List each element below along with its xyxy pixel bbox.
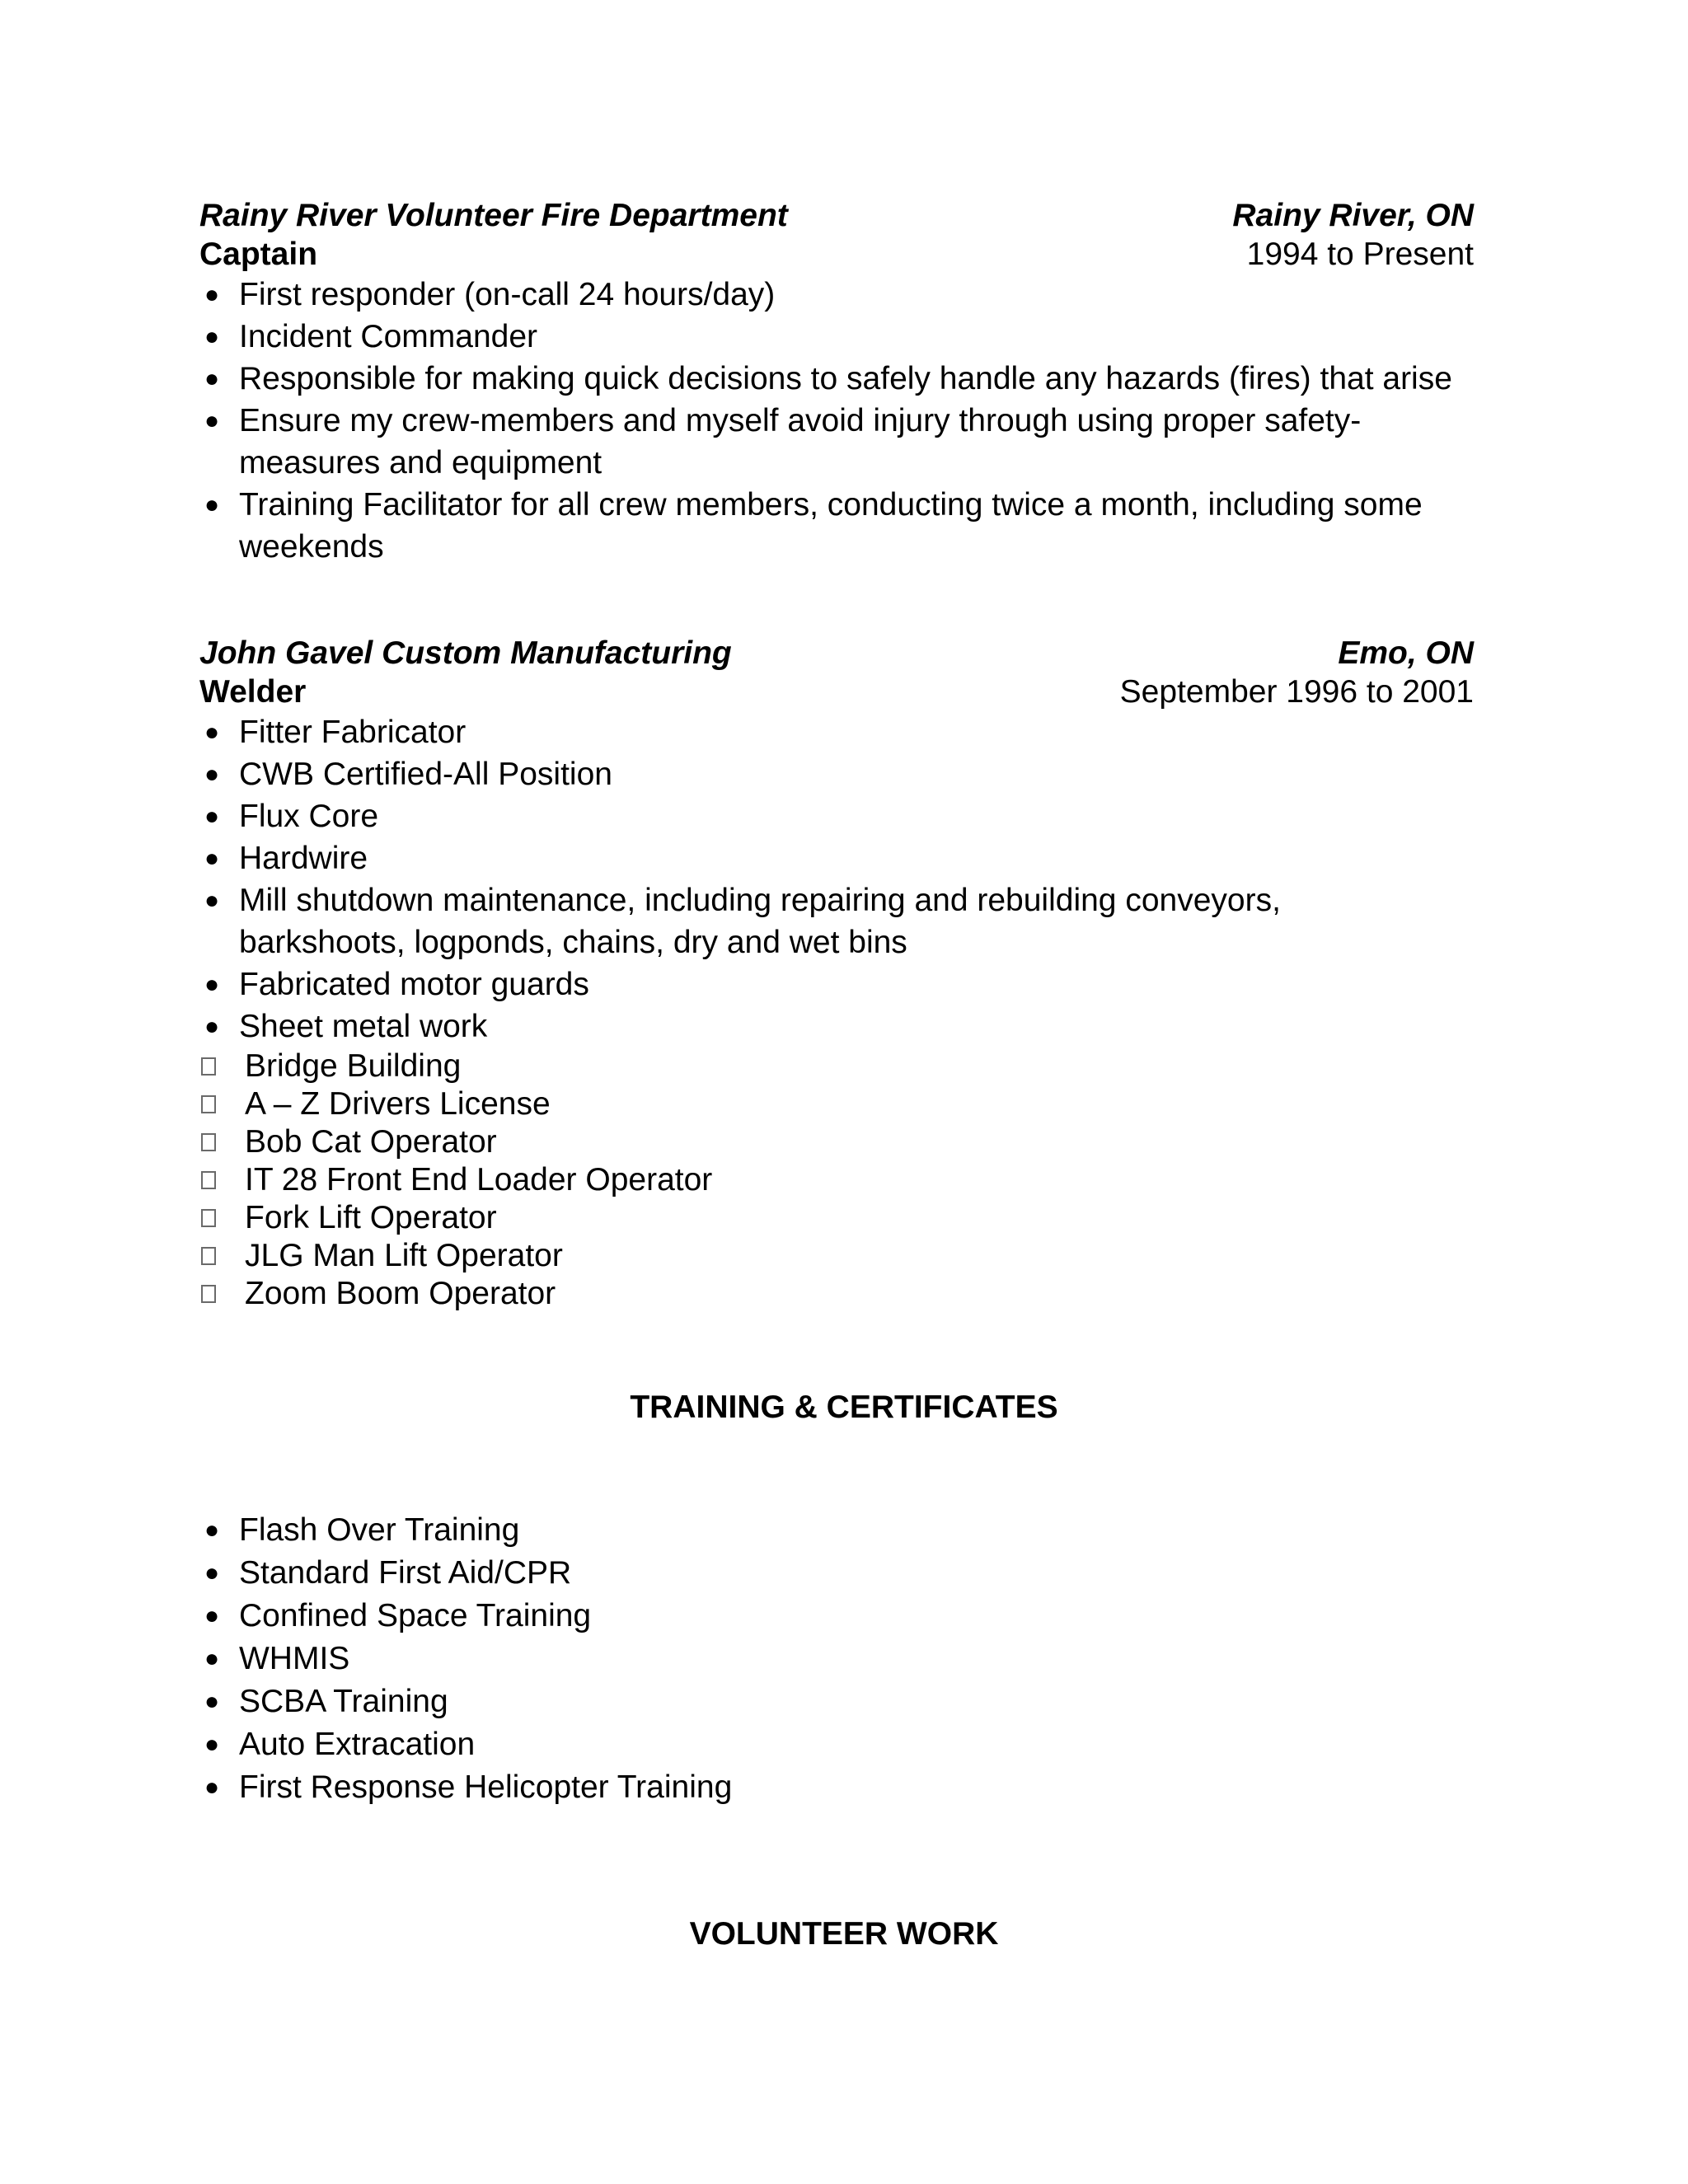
list-item (199, 358, 1474, 400)
list-item-text: WHMIS (239, 1641, 350, 1676)
list-item (199, 1161, 1474, 1199)
employer-name: John Gavel Custom Manufacturing (199, 635, 732, 671)
list-item-text: Incident Commander (239, 319, 538, 354)
list-item (199, 1680, 1474, 1723)
section-heading-volunteer: VOLUNTEER WORK (689, 1916, 999, 1952)
bullet-icon: ● (204, 491, 220, 518)
list-item (199, 795, 1474, 837)
job-header-row (199, 196, 1474, 235)
bullet-icon: ● (204, 1602, 220, 1629)
checkbox-glyph-icon (201, 1209, 216, 1227)
list-item (199, 484, 1492, 568)
section-heading-training: TRAINING & CERTIFICATES (630, 1390, 1058, 1425)
list-item-text: Mill shutdown maintenance, including repairing and rebuilding conveyors, barkshoots, logponds, chains, dry and wet bins (239, 883, 1281, 960)
bullet-icon: ● (204, 1559, 220, 1586)
list-item (199, 753, 1474, 795)
list-item-text: Fabricated motor guards (239, 967, 589, 1002)
list-item-text: Auto Extracation (239, 1727, 476, 1762)
bullet-icon: ● (204, 1688, 220, 1715)
bullet-icon: ● (204, 971, 220, 998)
list-item (199, 1275, 1474, 1313)
bullet-icon: ● (204, 887, 220, 914)
list-item-text: Ensure my crew-members and myself avoid injury through using proper safety-measures and equipment (239, 403, 1362, 480)
list-item-text: First responder (on-call 24 hours/day) (239, 277, 776, 312)
list-item-text: Zoom Boom Operator (245, 1276, 556, 1311)
job-location: Emo, ON (1338, 635, 1474, 671)
bullet-icon: ● (204, 719, 220, 746)
list-item (199, 1237, 1474, 1275)
list-item-text: Fork Lift Operator (245, 1200, 497, 1235)
list-item (199, 1509, 1474, 1552)
list-item (199, 711, 1474, 753)
job-title: Captain (199, 237, 318, 272)
job-location: Rainy River, ON (1232, 198, 1474, 233)
checkbox-glyph-icon (201, 1057, 216, 1076)
checkbox-glyph-icon (201, 1247, 216, 1265)
bullet-icon: ● (204, 761, 220, 788)
bullet-icon: ● (204, 803, 220, 830)
list-item (199, 1595, 1474, 1638)
list-item-text: IT 28 Front End Loader Operator (245, 1162, 713, 1197)
list-item (199, 1047, 1474, 1085)
bullet-icon: ● (204, 1516, 220, 1544)
bullet-icon: ● (204, 365, 220, 392)
job-title-row (199, 673, 1474, 711)
bullet-icon: ● (204, 1731, 220, 1758)
checkbox-glyph-icon (201, 1133, 216, 1151)
list-item-text: Hardwire (239, 841, 368, 876)
job-dates: September 1996 to 2001 (1119, 674, 1474, 710)
job-header-row (199, 634, 1474, 673)
employer-name: Rainy River Volunteer Fire Department (199, 198, 788, 233)
list-item (199, 1766, 1474, 1809)
bullet-icon: ● (204, 1774, 220, 1801)
bullet-icon: ● (204, 407, 220, 434)
list-item-text: Sheet metal work (239, 1009, 488, 1044)
list-item-text: A – Z Drivers License (245, 1086, 551, 1122)
list-item-text: Bob Cat Operator (245, 1124, 497, 1160)
list-item-text: Fitter Fabricator (239, 715, 467, 750)
checkbox-glyph-icon (201, 1285, 216, 1303)
list-item (199, 400, 1409, 484)
list-item (199, 274, 1474, 316)
job-entry-fire-department (199, 196, 1474, 568)
bullet-icon: ● (204, 1645, 220, 1672)
list-item-text: First Response Helicopter Training (239, 1769, 733, 1805)
list-item (199, 963, 1474, 1005)
list-item-text: CWB Certified-All Position (239, 757, 612, 792)
list-item (199, 1552, 1474, 1595)
list-item (199, 1123, 1474, 1161)
list-item (199, 837, 1474, 879)
list-item-text: Standard First Aid/CPR (239, 1555, 572, 1591)
list-item-text: Flash Over Training (239, 1512, 520, 1548)
list-item-text: SCBA Training (239, 1684, 448, 1719)
list-item (199, 1005, 1474, 1047)
checkbox-glyph-icon (201, 1171, 216, 1189)
list-item (199, 316, 1474, 358)
duties-list (199, 274, 1474, 568)
list-item (199, 1085, 1474, 1123)
duties-list (199, 711, 1474, 1313)
list-item-text: JLG Man Lift Operator (245, 1238, 563, 1273)
job-entry-manufacturing (199, 634, 1474, 1313)
bullet-icon: ● (204, 323, 220, 350)
checkbox-glyph-icon (201, 1095, 216, 1113)
list-item (199, 879, 1376, 963)
list-item-text: Bridge Building (245, 1048, 462, 1084)
list-item (199, 1638, 1474, 1680)
bullet-icon: ● (204, 845, 220, 872)
job-title: Welder (199, 674, 307, 710)
job-title-row (199, 235, 1474, 274)
list-item-text: Responsible for making quick decisions to safely handle any hazards (fires) that arise (239, 361, 1452, 396)
job-dates: 1994 to Present (1246, 237, 1474, 272)
bullet-icon: ● (204, 1013, 220, 1040)
list-item-text: Confined Space Training (239, 1598, 592, 1633)
list-item-text: Flux Core (239, 799, 379, 834)
bullet-icon: ● (204, 281, 220, 308)
list-item-text: Training Facilitator for all crew members, conducting twice a month, including some weekends (239, 487, 1423, 565)
training-list (199, 1509, 1474, 1809)
list-item (199, 1199, 1474, 1237)
list-item (199, 1723, 1474, 1766)
